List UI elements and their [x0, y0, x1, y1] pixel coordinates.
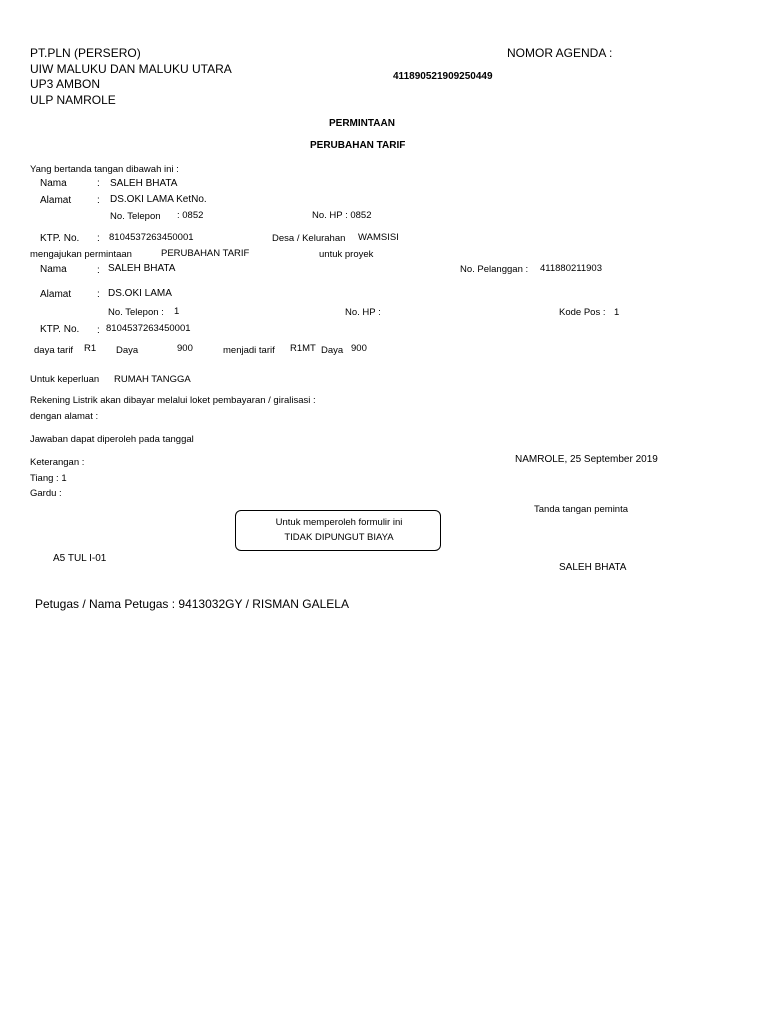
title-line2: PERUBAHAN TARIF: [310, 140, 406, 151]
signature-name: SALEH BHATA: [559, 562, 627, 573]
requester-ktp: 8104537263450001: [109, 232, 194, 243]
notes-gardu: Gardu :: [30, 488, 62, 499]
intro-text: Yang bertanda tangan dibawah ini :: [30, 164, 179, 175]
company-name: PT.PLN (PERSERO): [30, 46, 141, 60]
requester-name: SALEH BHATA: [110, 178, 178, 189]
subunit-name: ULP NAMROLE: [30, 93, 116, 107]
unit-name: UP3 AMBON: [30, 77, 101, 91]
to-tariff-label: menjadi tarif: [223, 345, 275, 356]
notes-tiang: Tiang : 1: [30, 473, 67, 484]
requester-phone-label: No. Telepon: [110, 211, 161, 222]
request-type: PERUBAHAN TARIF: [161, 248, 250, 259]
power-label: Daya: [116, 345, 139, 356]
colon: :: [97, 233, 100, 244]
postcode-label: Kode Pos :: [559, 307, 606, 318]
purpose-value: RUMAH TANGGA: [114, 374, 191, 385]
free-form-notice: [235, 510, 441, 551]
billing-line: Rekening Listrik akan dibayar melalui loket pembayaran / giralisasi :: [30, 395, 316, 406]
colon: :: [97, 178, 100, 189]
form-code: A5 TUL I-01: [53, 553, 107, 564]
place-date: NAMROLE, 25 September 2019: [515, 454, 658, 465]
requester-address-label: Alamat: [40, 195, 72, 206]
customer-ktp: 8104537263450001: [106, 323, 191, 334]
from-tariff: R1: [84, 343, 97, 354]
title-line1: PERMINTAAN: [329, 118, 395, 129]
from-power: 900: [177, 343, 193, 354]
requester-name-label: Nama: [40, 178, 67, 189]
region-name: UIW MALUKU DAN MALUKU UTARA: [30, 62, 232, 76]
customer-address: DS.OKI LAMA: [108, 288, 172, 299]
notice-line1: Untuk memperoleh formulir ini: [275, 517, 403, 528]
customer-address-label: Alamat: [40, 289, 72, 300]
to-power-label: Daya: [321, 345, 344, 356]
agenda-label: NOMOR AGENDA :: [507, 46, 613, 60]
customer-phone: 1: [174, 306, 180, 317]
colon: :: [97, 325, 100, 336]
customer-ktp-label: KTP. No.: [40, 324, 80, 335]
notice-line2: TIDAK DIPUNGUT BIAYA: [284, 532, 394, 543]
customer-hp-label: No. HP :: [345, 307, 381, 318]
requester-hp: No. HP : 0852: [312, 210, 372, 221]
officer-line: Petugas / Nama Petugas : 9413032GY / RISMAN GALELA: [35, 597, 349, 611]
customer-name: SALEH BHATA: [108, 263, 176, 274]
project-label: untuk proyek: [319, 249, 374, 260]
request-label: mengajukan permintaan: [30, 249, 132, 260]
billing-address-label: dengan alamat :: [30, 411, 99, 422]
purpose-label: Untuk keperluan: [30, 374, 100, 385]
customer-no-label: No. Pelanggan :: [460, 264, 529, 275]
to-tariff: R1MT: [290, 343, 316, 354]
village-value: WAMSISI: [358, 232, 399, 243]
village-label: Desa / Kelurahan: [272, 233, 346, 244]
colon: :: [97, 289, 100, 300]
from-tariff-label: daya tarif: [34, 345, 74, 356]
colon: :: [97, 265, 100, 276]
requester-phone: : 0852: [177, 210, 204, 221]
agenda-number: 411890521909250449: [393, 71, 493, 82]
signature-label: Tanda tangan peminta: [534, 504, 629, 515]
notes-keterangan: Keterangan :: [30, 457, 85, 468]
requester-ktp-label: KTP. No.: [40, 233, 80, 244]
customer-no: 411880211903: [540, 263, 602, 274]
to-power: 900: [351, 343, 367, 354]
customer-name-label: Nama: [40, 264, 67, 275]
customer-phone-label: No. Telepon :: [108, 307, 164, 318]
colon: :: [97, 195, 100, 206]
answer-line: Jawaban dapat diperoleh pada tanggal: [30, 434, 194, 445]
postcode-value: 1: [614, 307, 620, 318]
requester-address: DS.OKI LAMA KetNo.: [110, 194, 207, 205]
